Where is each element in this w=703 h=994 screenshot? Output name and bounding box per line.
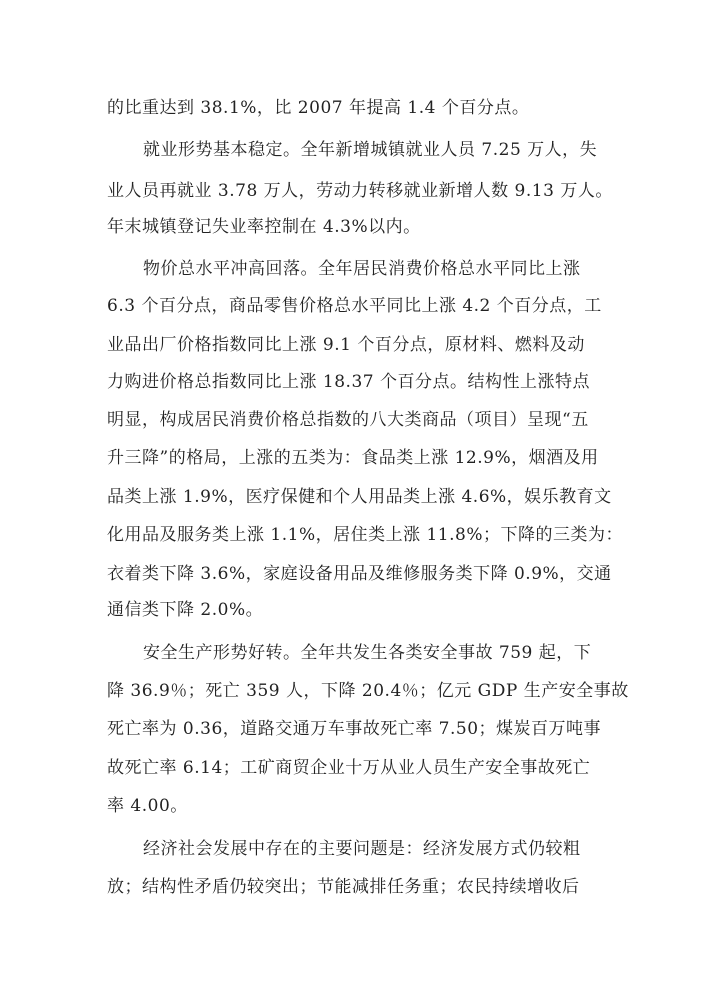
paragraph-prices-line-5: 明显，构成居民消费价格总指数的八大类商品（项目）呈现“五 [107,410,589,430]
paragraph-employment-line-3: 年末城镇登记失业率控制在 4.3%以内。 [107,217,421,237]
paragraph-safety-line-5: 率 4.00。 [107,796,188,816]
paragraph-prices-line-8: 化用品及服务类上涨 1.1%，居住类上涨 11.8%；下降的三类为： [107,525,624,545]
paragraph-prices-line-2: 6.3 个百分点，商品零售价格总水平同比上涨 4.2 个百分点，工 [107,296,602,316]
paragraph-prices-line-7: 品类上涨 1.9%，医疗保健和个人用品类上涨 4.6%，娱乐教育文 [107,487,612,507]
paragraph-safety-line-3: 死亡率为 0.36，道路交通万车事故死亡率 7.50；煤炭百万吨事 [107,719,602,739]
paragraph-employment-line-1: 就业形势基本稳定。全年新增城镇就业人员 7.25 万人，失 [143,140,598,160]
paragraph-prices-line-6: 升三降”的格局，上涨的五类为：食品类上涨 12.9%，烟酒及用 [107,448,599,468]
text-line-1: 的比重达到 38.1%，比 2007 年提高 1.4 个百分点。 [107,98,530,118]
paragraph-safety-line-1: 安全生产形势好转。全年共发生各类安全事故 759 起，下 [143,643,592,663]
paragraph-prices-line-1: 物价总水平冲高回落。全年居民消费价格总水平同比上涨 [143,259,581,279]
paragraph-safety-line-2: 降 36.9％；死亡 359 人，下降 20.4％；亿元 GDP 生产安全事故 [107,681,629,701]
paragraph-prices-line-9: 衣着类下降 3.6%，家庭设备用品及维修服务类下降 0.9%，交通 [107,564,612,584]
paragraph-safety-line-4: 故死亡率 6.14；工矿商贸企业十万从业人员生产安全事故死亡 [107,758,591,778]
paragraph-issues-line-2: 放；结构性矛盾仍较突出；节能减排任务重；农民持续增收后 [107,877,580,897]
paragraph-prices-line-3: 业品出厂价格指数同比上涨 9.1 个百分点，原材料、燃料及动 [107,335,585,355]
paragraph-employment-line-2: 业人员再就业 3.78 万人，劳动力转移就业新增人数 9.13 万人。 [107,181,613,201]
paragraph-prices-line-10: 通信类下降 2.0%。 [107,600,264,620]
paragraph-issues-line-1: 经济社会发展中存在的主要问题是：经济发展方式仍较粗 [143,839,581,859]
paragraph-prices-line-4: 力购进价格总指数同比上涨 18.37 个百分点。结构性上涨特点 [107,372,590,392]
